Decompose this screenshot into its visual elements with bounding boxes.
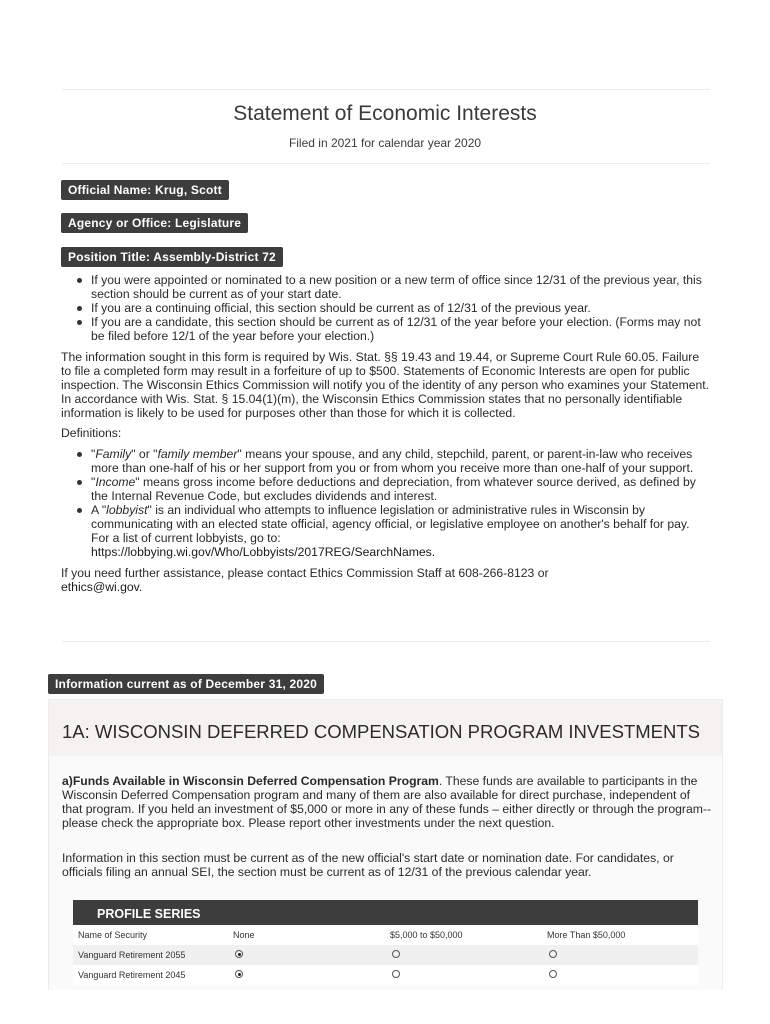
- assistance-paragraph: If you need further assistance, please contact Ethics Commission Staff at 608-266-8123 or ethics@wi.gov.: [61, 566, 549, 594]
- official-name-tag: Official Name: Krug, Scott: [61, 180, 229, 200]
- page-title: Statement of Economic Interests: [233, 102, 537, 125]
- definition-family: "Family" or "family member" means your spouse, and any child, stepchild, parent, or parent-in-law who receives more than one-half of his or her support from you or from whom you receive more than one-half of your support.: [91, 447, 711, 475]
- security-name: Vanguard Retirement 2045: [78, 970, 186, 980]
- section-1a-title: 1A: WISCONSIN DEFERRED COMPENSATION PROGRAM INVESTMENTS: [62, 721, 700, 742]
- instruction-item: If you are a candidate, this section should be current as of 12/31 of the year before your election. (Forms may not be filed before 12/1 of the year before your election.): [91, 315, 711, 343]
- instruction-item: If you are a continuing official, this section should be current as of 12/31 of the previous year.: [91, 301, 711, 315]
- legal-paragraph: The information sought in this form is required by Wis. Stat. §§ 19.43 and 19.44, or Supreme Court Rule 60.05. Failure to file a completed form may result in a forfeiture of up to $500. Statements of Economic Interests are open for public inspection. The Wisconsin Ethics Commission will notify you of the identity of any person who examines your Statement. In accordance with Wis. Stat. § 15.04(1)(m), the Wisconsin Ethics Commission states that no personally identifiable information is likely to be used for purposes other than those for which it is collected.: [61, 350, 710, 420]
- section-1a-header: [49, 700, 722, 756]
- page-subtitle: Filed in 2021 for calendar year 2020: [288, 136, 482, 150]
- section-1a-question: a)Funds Available in Wisconsin Deferred Compensation Program. These funds are available to participants in the Wisconsin Deferred Compensation program and many of them are also available for direct purchase, independent of that program. If you held an investment of $5,000 or more in any of these funds – either directly or through the program-- please check the appropriate box. Please report other investments under the next question.: [62, 774, 711, 830]
- ethics-email-link[interactable]: ethics@wi.gov: [61, 580, 139, 594]
- bullet-icon: [77, 508, 82, 513]
- column-header: Name of Security: [78, 930, 148, 940]
- profile-series-table: [73, 900, 698, 985]
- radio-5000-50000[interactable]: [392, 950, 400, 958]
- section-1a-note: Information in this section must be current as of the new official's start date or nomination date. For candidates, or officials filing an annual SEI, the section must be current as of 12/31 of the previous calendar year.: [62, 851, 674, 879]
- radio-none[interactable]: [235, 950, 243, 958]
- table-heading: PROFILE SERIES: [73, 900, 698, 925]
- definitions-label: Definitions:: [61, 426, 122, 440]
- radio-more-than-50000[interactable]: [549, 950, 557, 958]
- definition-income: "Income" means gross income before deductions and depreciation, from whatever source derived, as defined by the Internal Revenue Code, but excludes dividends and interest.: [91, 475, 711, 503]
- lobbyist-list-link[interactable]: https://lobbying.wi.gov/Who/Lobbyists/2017REG/SearchNames: [91, 545, 432, 559]
- table-header-row: [73, 925, 698, 945]
- bullet-icon: [77, 278, 82, 283]
- column-header: $5,000 to $50,000: [390, 930, 463, 940]
- radio-more-than-50000[interactable]: [549, 970, 557, 978]
- bullet-icon: [77, 320, 82, 325]
- bullet-icon: [77, 480, 82, 485]
- bullet-icon: [77, 452, 82, 457]
- column-header: More Than $50,000: [547, 930, 626, 940]
- section-1a-panel: [48, 699, 723, 990]
- table-row: [73, 945, 698, 965]
- table-row: [73, 965, 698, 985]
- bullet-icon: [77, 306, 82, 311]
- definition-lobbyist: A "lobbyist" is an individual who attempts to influence legislation or administrative rules in Wisconsin by communicating with an elected state official, agency official, or legislative employee on another's behalf for pay. For a list of current lobbyists, go to: https://lobbying.wi.gov/Who/Lobbyists/2017REG/SearchNames.: [91, 503, 711, 559]
- top-divider: [62, 89, 710, 90]
- title-divider: [62, 163, 710, 164]
- security-name: Vanguard Retirement 2055: [78, 950, 186, 960]
- definitions-list: [61, 447, 711, 559]
- position-tag: Position Title: Assembly-District 72: [61, 247, 283, 267]
- radio-5000-50000[interactable]: [392, 970, 400, 978]
- column-header: None: [233, 930, 255, 940]
- instructions-list: [61, 273, 711, 343]
- instructions-block: [61, 273, 711, 594]
- instruction-item: If you were appointed or nominated to a new position or a new term of office since 12/31 of the previous year, this section should be current as of your start date.: [91, 273, 711, 301]
- section-divider: [62, 641, 710, 642]
- agency-tag: Agency or Office: Legislature: [61, 213, 248, 233]
- info-current-tag: Information current as of December 31, 2020: [48, 674, 324, 694]
- radio-none[interactable]: [235, 970, 243, 978]
